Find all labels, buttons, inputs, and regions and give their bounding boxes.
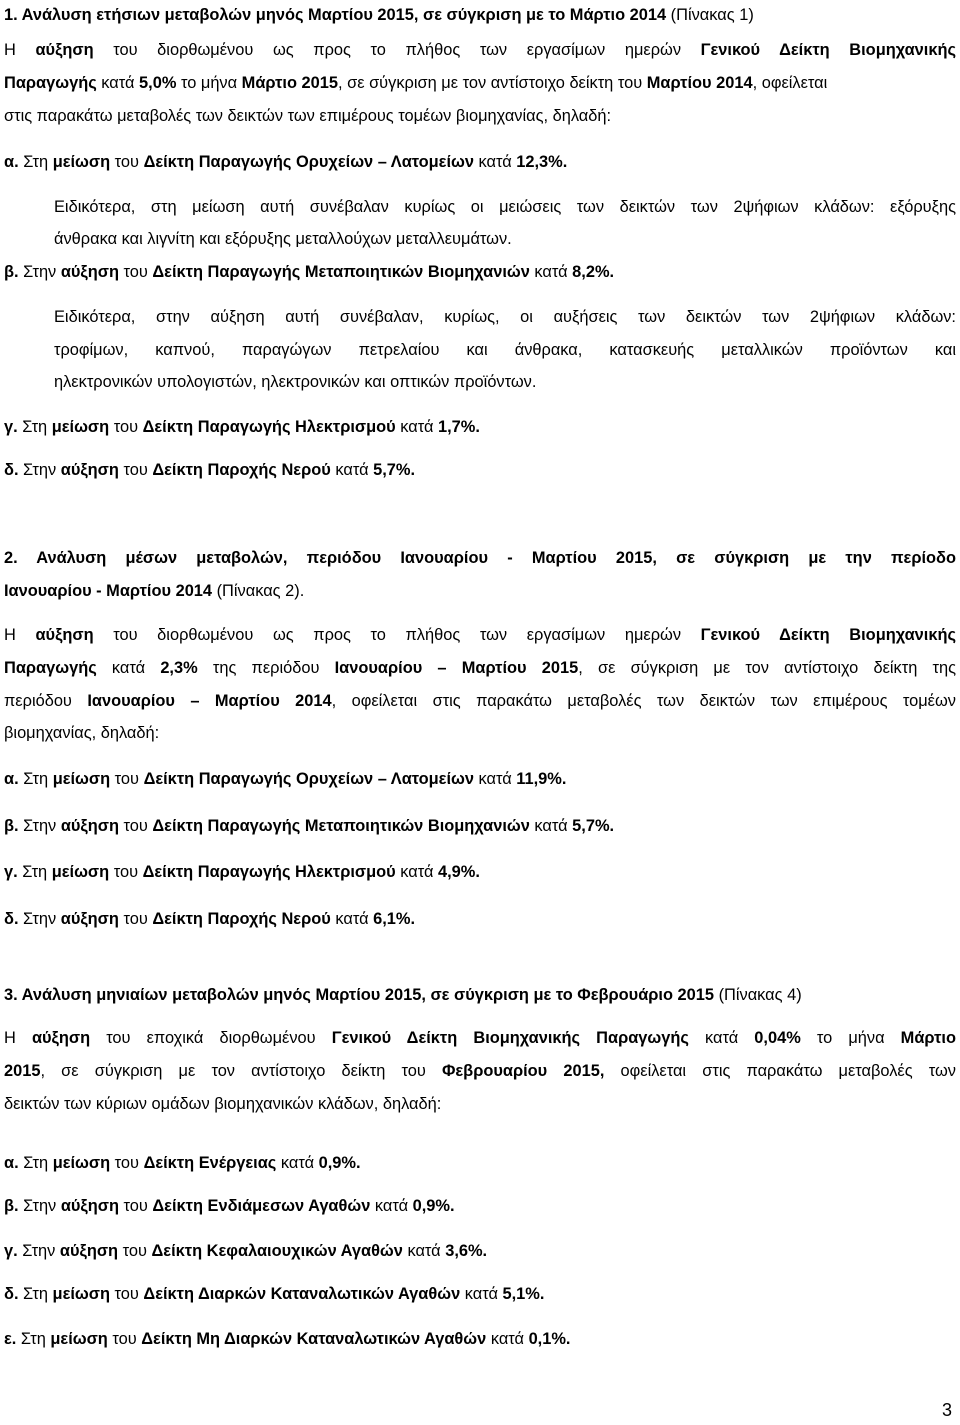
- bold-text: γ.: [4, 418, 18, 436]
- text-line: [54, 339, 956, 361]
- bold-text: αύξηση: [60, 817, 119, 835]
- text-line: [54, 306, 956, 328]
- text: του: [109, 1285, 144, 1303]
- bold-text: β.: [4, 817, 19, 835]
- text: του: [109, 418, 143, 436]
- text: του: [118, 817, 153, 835]
- text: , σε σύγκριση με τον αντίστοιχο δείκτη της: [578, 659, 956, 677]
- text: στις παρακάτω μεταβολές των δεικτών των επιμέρους τομέων βιομηχανίας, δηλαδή:: [4, 107, 612, 125]
- bold-text: Δείκτη Μη Διαρκών Καταναλωτικών Αγαθών: [141, 1330, 487, 1348]
- text: του εποχικά διορθωμένου: [90, 1029, 332, 1047]
- text: κατά: [473, 153, 517, 171]
- text-line: [4, 861, 480, 883]
- bold-text: β.: [4, 263, 19, 281]
- bold-text: 8,2%.: [572, 263, 615, 281]
- bold-text: Μαρτίου 2014: [646, 74, 753, 92]
- text: κατά: [96, 74, 140, 92]
- bold-text: μείωση: [50, 1330, 108, 1348]
- bold-text: 3,6%.: [445, 1242, 488, 1260]
- text: κατά: [402, 1242, 446, 1260]
- text: (Πίνακας 2).: [212, 582, 305, 600]
- bold-text: Γενικού Δείκτη Βιομηχανικής: [700, 41, 957, 59]
- bold-text: 2015: [4, 1062, 41, 1080]
- text: του: [110, 153, 144, 171]
- bold-text: Φεβρουαρίου 2015,: [441, 1062, 605, 1080]
- text-line: [4, 105, 611, 127]
- text: (Πίνακας 1): [666, 6, 754, 24]
- text: Στην: [18, 461, 61, 479]
- bold-text: 1. Ανάλυση ετήσιων μεταβολών μηνός Μαρτίου 2015, σε σύγκριση με το Μάρτιο 2014: [4, 6, 667, 24]
- text-line: [4, 580, 304, 602]
- bold-text: Δείκτη Παραγωγής Μεταποιητικών Βιομηχανιών: [152, 817, 530, 835]
- bold-text: αύξηση: [35, 626, 94, 644]
- bold-text: Ιανουαρίου – Μαρτίου 2015: [334, 659, 579, 677]
- text: Ειδικότερα, στη μείωση αυτή συνέβαλαν κυρίως οι μειώσεις των δεικτών των 2ψήφιων κλάδων: εξόρυξης: [54, 198, 956, 216]
- text: κατά: [688, 1029, 755, 1047]
- text: (Πίνακας 4): [714, 986, 802, 1004]
- bold-text: μείωση: [52, 153, 111, 171]
- text-line: [4, 459, 415, 481]
- bold-text: 0,1%.: [528, 1330, 571, 1348]
- bold-text: αύξηση: [31, 1029, 91, 1047]
- text: του: [118, 461, 153, 479]
- bold-text: δ.: [4, 461, 19, 479]
- bold-text: αύξηση: [60, 910, 119, 928]
- bold-text: Παραγωγής: [4, 74, 97, 92]
- text: Στη: [18, 1154, 53, 1172]
- text: Στη: [17, 863, 52, 881]
- text: Στη: [18, 1285, 53, 1303]
- bold-text: δ.: [4, 1285, 19, 1303]
- text: το μήνα: [176, 74, 242, 92]
- bold-text: μείωση: [51, 863, 110, 881]
- bold-text: 0,9%.: [412, 1197, 455, 1215]
- bold-text: Ιανουαρίου – Μαρτίου 2014: [87, 692, 332, 710]
- text: κατά: [529, 263, 573, 281]
- text: του: [107, 1330, 142, 1348]
- bold-text: 2,3%: [160, 659, 198, 677]
- bold-text: μείωση: [52, 1154, 111, 1172]
- bold-text: Δείκτη Παραγωγής Ηλεκτρισμού: [142, 863, 396, 881]
- bold-text: 5,0%: [139, 74, 177, 92]
- text-line: [54, 371, 536, 393]
- bold-text: α.: [4, 1154, 19, 1172]
- text: , σε σύγκριση με τον αντίστοιχο δείκτη του: [40, 1062, 442, 1080]
- text: Η: [4, 626, 36, 644]
- text: το μήνα: [800, 1029, 901, 1047]
- text: τροφίμων, καπνού, παραγώγων πετρελαίου και άνθρακα, κατασκευής μεταλλικών προϊόντων και: [54, 341, 956, 359]
- bold-text: Δείκτη Διαρκών Καταναλωτικών Αγαθών: [143, 1285, 461, 1303]
- text-line: [4, 1195, 455, 1217]
- bold-text: Δείκτη Ενδιάμεσων Αγαθών: [152, 1197, 371, 1215]
- text-line: [4, 1328, 570, 1350]
- text: του: [118, 263, 153, 281]
- bold-text: αύξηση: [59, 1242, 119, 1260]
- text-line: [4, 1240, 487, 1262]
- text: Η: [4, 1029, 32, 1047]
- bold-text: δ.: [4, 910, 19, 928]
- text-line: [4, 72, 827, 94]
- bold-text: 4,9%.: [438, 863, 480, 881]
- bold-text: αύξηση: [60, 263, 119, 281]
- text: Στη: [18, 153, 53, 171]
- bold-text: Δείκτη Παραγωγής Μεταποιητικών Βιομηχανιών: [152, 263, 530, 281]
- text: Στη: [18, 770, 53, 788]
- bold-text: 3. Ανάλυση μηνιαίων μεταβολών μηνός Μαρτίου 2015, σε σύγκριση με το Φεβρουάριο 2015: [4, 986, 715, 1004]
- text: κατά: [96, 659, 161, 677]
- text-line: [4, 1152, 361, 1174]
- text: του: [110, 1154, 144, 1172]
- bold-text: Γενικού Δείκτη Βιομηχανικής Παραγωγής: [331, 1029, 689, 1047]
- text: κατά: [370, 1197, 413, 1215]
- bold-text: 6,1%.: [373, 910, 416, 928]
- bold-text: Ιανουαρίου - Μαρτίου 2014: [4, 582, 213, 600]
- text: βιομηχανίας, δηλαδή:: [4, 724, 160, 742]
- text: Η: [4, 41, 36, 59]
- text: Στην: [18, 263, 61, 281]
- bold-text: Παραγωγής: [4, 659, 97, 677]
- bold-text: μείωση: [52, 770, 111, 788]
- text: κατά: [330, 910, 374, 928]
- text: ηλεκτρονικών υπολογιστών, ηλεκτρονικών και οπτικών προϊόντων.: [54, 373, 537, 391]
- bold-text: Μάρτιο: [900, 1029, 956, 1047]
- text: κατά: [486, 1330, 529, 1348]
- bold-text: 2. Ανάλυση μέσων μεταβολών, περιόδου Ιανουαρίου - Μαρτίου 2015, σε σύγκριση με την περίοδο: [4, 549, 956, 567]
- text: , οφείλεται στις παρακάτω μεταβολές των δεικτών των επιμέρους τομέων: [331, 692, 956, 710]
- text: οφείλεται στις παρακάτω μεταβολές των: [604, 1062, 956, 1080]
- bold-text: Δείκτη Παραγωγής Ορυχείων – Λατομείων: [143, 153, 474, 171]
- text-line: [4, 151, 567, 173]
- bold-text: 11,9%.: [516, 770, 567, 788]
- bold-text: αύξηση: [60, 461, 119, 479]
- text: του: [118, 1242, 152, 1260]
- bold-text: α.: [4, 153, 19, 171]
- bold-text: γ.: [4, 863, 18, 881]
- bold-text: β.: [4, 1197, 19, 1215]
- bold-text: 1,7%.: [438, 418, 480, 436]
- bold-text: Μάρτιο 2015: [241, 74, 338, 92]
- text-line: [4, 1027, 956, 1049]
- text: Στη: [17, 418, 52, 436]
- bold-text: αύξηση: [60, 1197, 119, 1215]
- bold-text: 5,7%.: [373, 461, 416, 479]
- text-line: [4, 4, 754, 26]
- text-line: [4, 261, 614, 283]
- page-number: 3: [941, 1400, 952, 1420]
- text-line: [4, 657, 956, 679]
- text: περιόδου: [4, 692, 88, 710]
- bold-text: 0,04%: [754, 1029, 801, 1047]
- bold-text: Δείκτη Παροχής Νερού: [152, 461, 331, 479]
- bold-text: γ.: [4, 1242, 18, 1260]
- text-line: [4, 690, 956, 712]
- bold-text: 0,9%.: [318, 1154, 361, 1172]
- text-line: [4, 984, 802, 1006]
- text-line: [4, 1283, 544, 1305]
- bold-text: Δείκτη Παραγωγής Ορυχείων – Λατομείων: [143, 770, 474, 788]
- text-line: [4, 815, 614, 837]
- bold-text: α.: [4, 770, 19, 788]
- text-line: [54, 196, 956, 218]
- text-line: [4, 1060, 956, 1082]
- text: Στη: [16, 1330, 51, 1348]
- bold-text: 5,7%.: [572, 817, 615, 835]
- text: άνθρακα και λιγνίτη και εξόρυξης μεταλλούχων μεταλλευμάτων.: [54, 230, 512, 248]
- text: Στην: [18, 1197, 61, 1215]
- text-line: [4, 768, 566, 790]
- text: της περιόδου: [197, 659, 335, 677]
- text: του διορθωμένου ως προς το πλήθος των εργασίμων ημερών: [93, 626, 701, 644]
- bold-text: μείωση: [51, 418, 110, 436]
- text: κατά: [460, 1285, 503, 1303]
- text: κατά: [395, 418, 438, 436]
- text-line: [4, 624, 956, 646]
- text: του: [118, 1197, 153, 1215]
- text: κατά: [395, 863, 438, 881]
- text: Ειδικότερα, στην αύξηση αυτή συνέβαλαν, κυρίως, οι αυξήσεις των δεικτών των 2ψήφιων κλάδων:: [54, 308, 956, 326]
- text-line: [4, 416, 480, 438]
- text: του: [110, 770, 144, 788]
- bold-text: Γενικού Δείκτη Βιομηχανικής: [700, 626, 957, 644]
- text: του: [109, 863, 143, 881]
- text-line: [4, 547, 956, 569]
- text: Στην: [18, 910, 61, 928]
- text: του: [118, 910, 153, 928]
- bold-text: Δείκτη Παροχής Νερού: [152, 910, 331, 928]
- text-line: [4, 39, 956, 61]
- text-line: [4, 722, 159, 744]
- text: κατά: [330, 461, 374, 479]
- text: Στην: [18, 817, 61, 835]
- text: κατά: [276, 1154, 319, 1172]
- bold-text: μείωση: [52, 1285, 110, 1303]
- text: κατά: [529, 817, 573, 835]
- text: του διορθωμένου ως προς το πλήθος των εργασίμων ημερών: [93, 41, 701, 59]
- bold-text: Δείκτη Κεφαλαιουχικών Αγαθών: [151, 1242, 403, 1260]
- text: Στην: [17, 1242, 60, 1260]
- text-line: [54, 228, 512, 250]
- text: κατά: [473, 770, 517, 788]
- bold-text: Δείκτη Ενέργειας: [143, 1154, 277, 1172]
- text-line: [4, 908, 415, 930]
- text: , σε σύγκριση με τον αντίστοιχο δείκτη του: [337, 74, 647, 92]
- text: δεικτών των κύριων ομάδων βιομηχανικών κλάδων, δηλαδή:: [4, 1095, 442, 1113]
- text: , οφείλεται: [752, 74, 828, 92]
- text-line: [4, 1093, 441, 1115]
- bold-text: αύξηση: [35, 41, 94, 59]
- bold-text: 5,1%.: [502, 1285, 545, 1303]
- bold-text: Δείκτη Παραγωγής Ηλεκτρισμού: [142, 418, 396, 436]
- bold-text: 12,3%.: [516, 153, 568, 171]
- bold-text: ε.: [4, 1330, 17, 1348]
